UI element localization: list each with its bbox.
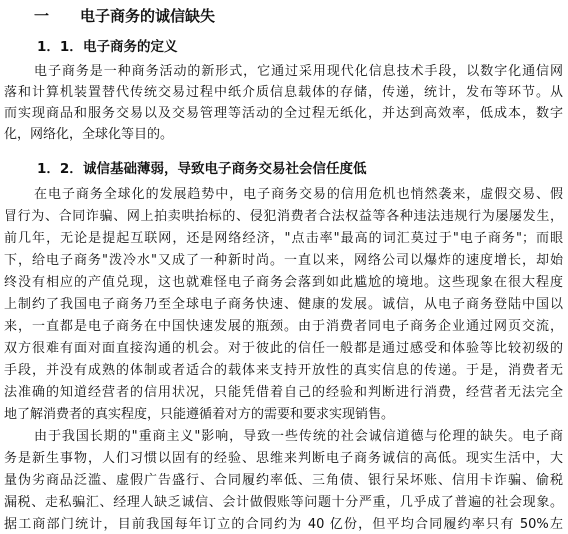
paragraph-line: 手段，并没有成熟的体制或者适合的载体来支持开放性的真实信息的传递。于是，消费者无 bbox=[4, 363, 563, 378]
paragraph-line: 化，网络化，全球化等目的。 bbox=[4, 127, 174, 142]
paragraph-line: 而实现商品和服务交易以及交易管理等活动的全过程无纸化，并达到高效率，低成本，数字 bbox=[4, 106, 563, 121]
section-number: 1．1． bbox=[37, 39, 83, 55]
section-number: 1．2． bbox=[37, 161, 83, 177]
paragraph-line: 法准确的知道经营者的信用状况，只能凭借着自己的经验和判断进行消费，经营者无法完全 bbox=[4, 385, 563, 400]
paragraph-line: 来，一直都是电子商务在中国快速发展的瓶颈。由于消费者同电子商务企业通过网页交流， bbox=[4, 319, 563, 334]
paragraph-line: 据工商部门统计，目前我国每年订立的合同约为 40 亿份，但平均合同履约率只有 50%左 bbox=[4, 517, 563, 532]
paragraph-line: 地了解消费者的真实程度，只能遵循着对方的需要和要求实现销售。 bbox=[4, 407, 395, 422]
paragraph-line: 冒行为、合同诈骗、网上拍卖哄抬标的、侵犯消费者合法权益等各种违法违规行为屡屡发生， bbox=[4, 209, 563, 224]
paragraph-line: 上制约了我国电子商务乃至全球电子商务快速、健康的发展。诚信，从电子商务登陆中国以 bbox=[4, 297, 563, 312]
paragraph-line: 落和计算机装置替代传统交易过程中纸介质信息载体的存储，传递，统计，发布等环节。从 bbox=[4, 85, 563, 100]
section-heading-definition bbox=[37, 38, 178, 56]
paragraph-line: 终没有相应的产值兑现，这也就难怪电子商务会落到如此尴尬的境地。这些现象在很大程度 bbox=[4, 275, 563, 290]
paragraph-line: 前几年，无论是提起互联网，还是网络经济，"点击率"最高的词汇莫过于"电子商务"；而眼 bbox=[4, 231, 563, 246]
paragraph-line: 由于我国长期的"重商主义"影响，导致一些传统的社会诚信道德与伦理的缺失。电子商 bbox=[34, 429, 563, 444]
paragraph-line: 务是新生事物，人们习惯以固有的经验、思维来判断电子商务诚信的高低。现实生活中，大 bbox=[4, 451, 563, 466]
paragraph-line: 下，给电子商务"泼冷水"又成了一种新时尚。一直以来，网络公司以爆炸的速度增长，却始 bbox=[4, 253, 563, 268]
paragraph-line: 在电子商务全球化的发展趋势中，电子商务交易的信用危机也悄然袭来，虚假交易、假 bbox=[34, 187, 563, 202]
chapter-heading bbox=[34, 6, 215, 26]
paragraph-line: 双方很难有面对面直接沟通的机会。对于彼此的信任一般都是通过感受和体验等比较初级的 bbox=[4, 341, 563, 356]
section-title: 诚信基础薄弱，导致电子商务交易社会信任度低 bbox=[83, 161, 367, 177]
section-heading-trust bbox=[37, 160, 367, 178]
chapter-number: 一 bbox=[34, 7, 50, 25]
paragraph-line: 量伪劣商品泛滥、虚假广告盛行、合同履约率低、三角债、银行呆坏账、信用卡诈骗、偷税 bbox=[4, 473, 563, 488]
section-title: 电子商务的定义 bbox=[83, 39, 178, 55]
paragraph-line: 电子商务是一种商务活动的新形式，它通过采用现代化信息技术手段，以数字化通信网 bbox=[34, 64, 563, 79]
chapter-title: 电子商务的诚信缺失 bbox=[80, 7, 216, 25]
paragraph-line: 漏税、走私骗汇、经理人缺乏诚信、会计做假账等问题十分严重，几乎成了普遍的社会现象。 bbox=[4, 495, 563, 510]
